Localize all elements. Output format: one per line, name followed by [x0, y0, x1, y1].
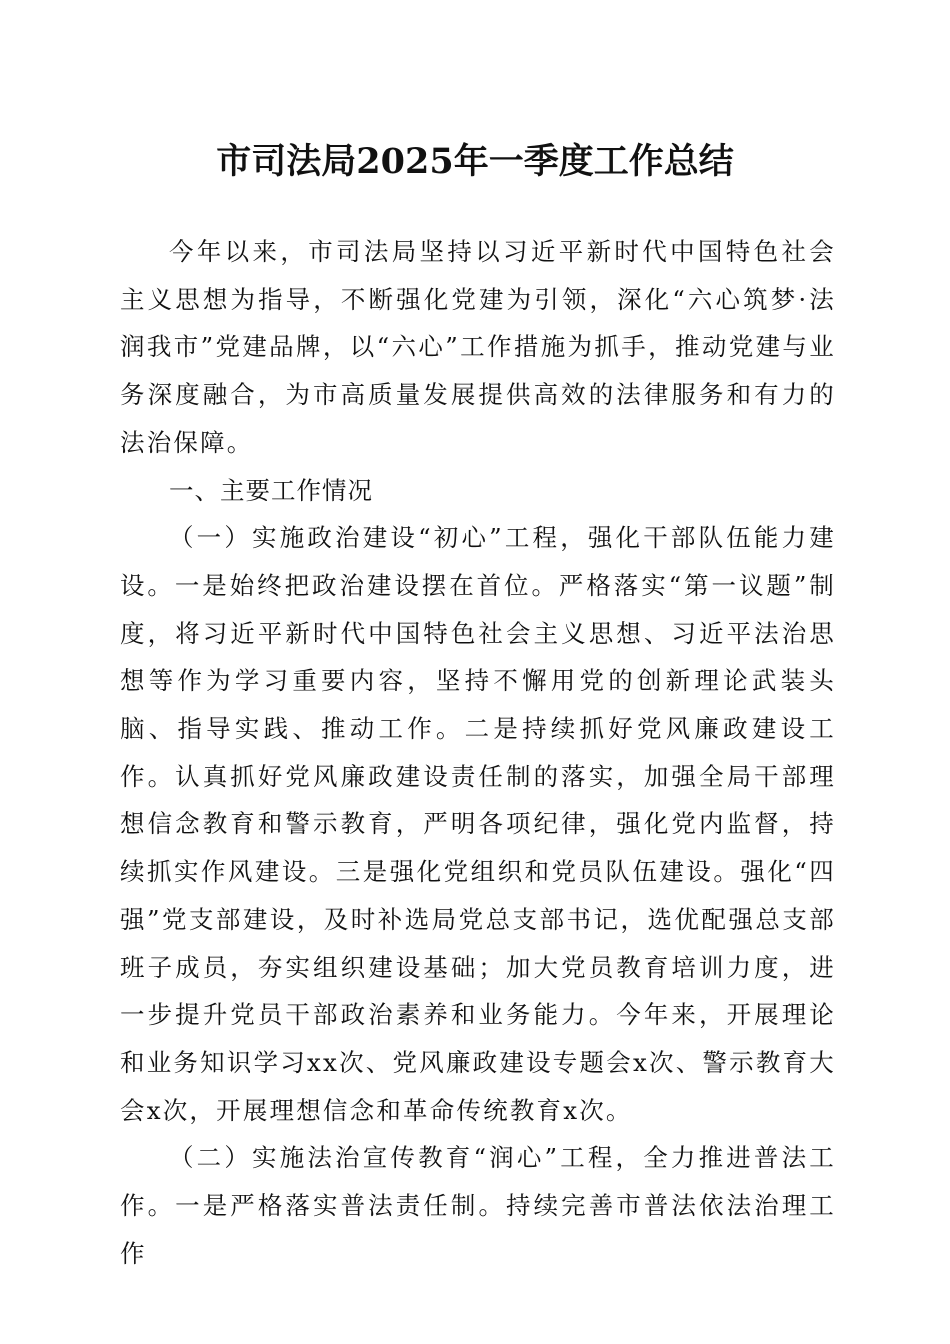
part2-title: （二）实施法治宣传教育“润心”工程，全力推进普法工作。 — [120, 1143, 836, 1221]
part1-body: 一是始终把政治建设摆在首位。严格落实“第一议题”制度，将习近平新时代中国特色社会主义思想、习近平法治思想等作为学习重要内容，坚持不懈用党的创新理论武装头脑、指导实践、推动工作。二是持续抓好党风廉政建设工作。认真抓好党风廉政建设责任制的落实，加强全局干部理想信念教育和警示教育，严明各项纪律，强化党内监督，持续抓实作风建设。三是强化党组织和党员队伍建设。强化“四强”党支部建设，及时补选局党总支部书记，选优配强总支部班子成员，夯实组织建设基础；加大党员教育培训力度，进一步提升党员干部政治素养和业务能力。今年来，开展理论和业务知识学习xx次、党风廉政建设专题会x次、警示教育大会x次，开展理想信念和革命传统教育x次。 — [120, 570, 836, 1125]
part1-title: （一）实施政治建设“初心”工程，强化干部队伍能力建设。 — [120, 523, 836, 600]
section-heading: 一、主要工作情况 — [169, 475, 373, 505]
document-body — [120, 228, 836, 1277]
document-title: 市司法局2025年一季度工作总结 — [216, 141, 734, 182]
part1-paragraph — [120, 514, 836, 1134]
part2-body: 一是严格落实普法责任制。持续完善市普法依法治理工作 — [120, 1191, 836, 1268]
part2-paragraph — [120, 1134, 836, 1277]
intro-paragraph: 今年以来，市司法局坚持以习近平新时代中国特色社会主义思想为指导，不断强化党建为引领，深化“六心筑梦·法润我市”党建品牌，以“六心”工作措施为抓手，推动党建与业务深度融合，为市高质量发展提供高效的法律服务和有力的法治保障。 — [120, 237, 836, 457]
